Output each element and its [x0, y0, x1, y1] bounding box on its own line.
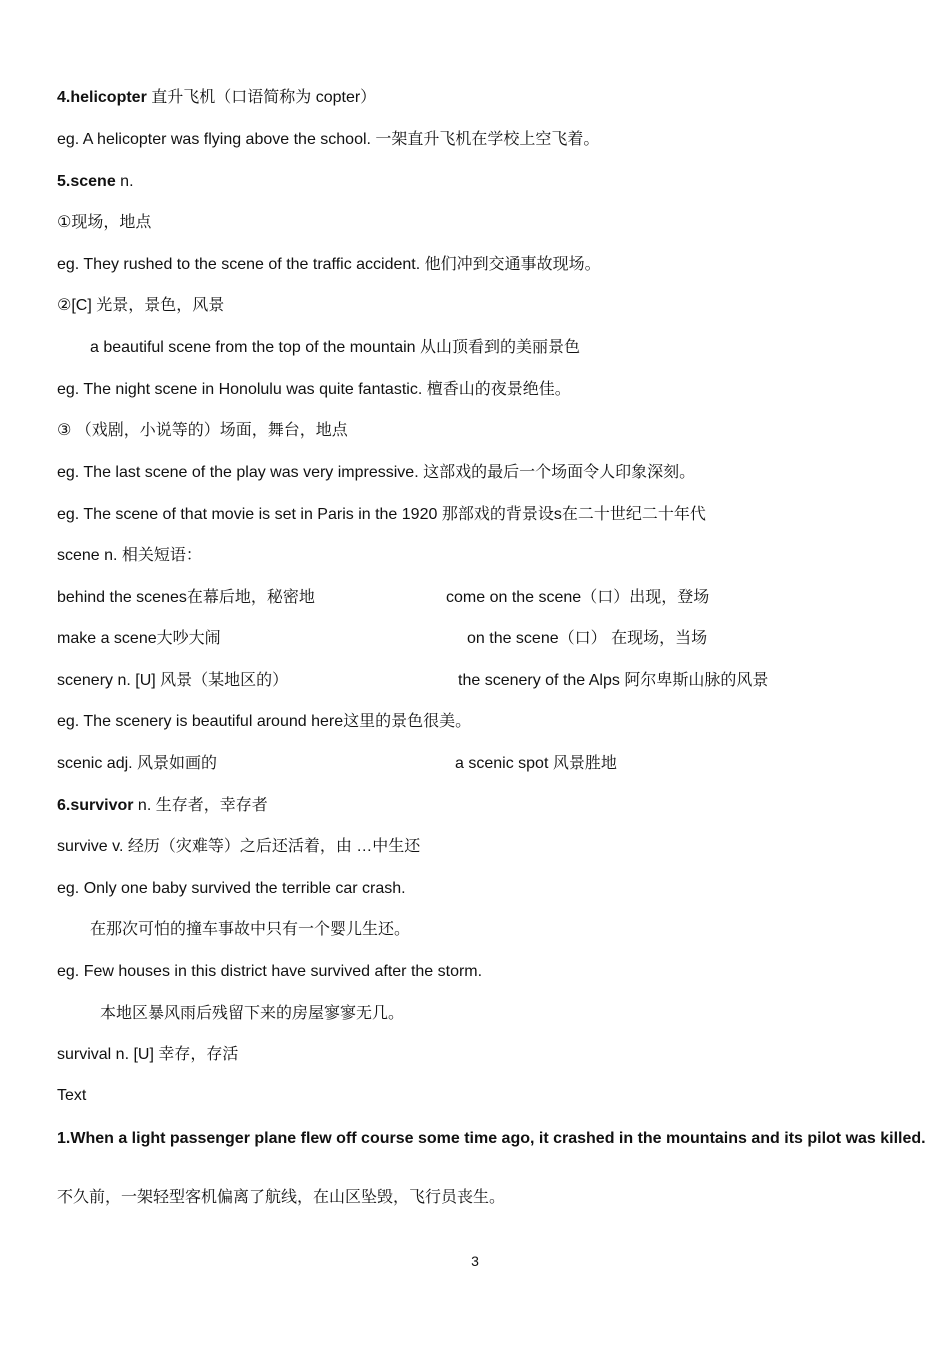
phrase-example: a beautiful scene from the top of the mountain 从山顶看到的美丽景色 — [90, 339, 580, 356]
vocab-headword: 6.survivor — [57, 797, 134, 814]
example-translation: 在那次可怕的撞车事故中只有一个婴儿生还。 — [90, 921, 411, 938]
phrase-right: a scenic spot 风景胜地 — [455, 755, 617, 772]
phrase-right: the scenery of the Alps 阿尔卑斯山脉的风景 — [458, 672, 769, 689]
section-heading-text: Text — [57, 1087, 87, 1104]
phrase-right: come on the scene（口）出现，登场 — [446, 589, 710, 606]
phrase-left: scenic adj. 风景如画的 — [57, 755, 218, 772]
page-number: 3 — [471, 1253, 479, 1269]
related-word: survival n. [U] 幸存，存活 — [57, 1046, 239, 1063]
vocab-headword: 4.helicopter — [57, 89, 147, 106]
sense-1: ①现场，地点 — [57, 214, 152, 231]
paragraph-translation: 不久前，一架轻型客机偏离了航线，在山区坠毁，飞行员丧生。 — [57, 1189, 506, 1206]
example-sentence: eg. They rushed to the scene of the traffic accident. 他们冲到交通事故现场。 — [57, 256, 601, 273]
example-sentence: eg. Few houses in this district have survived after the storm. — [57, 963, 483, 980]
phrases-heading: scene n. 相关短语： — [57, 547, 202, 564]
vocab-entry-survivor — [57, 796, 268, 816]
example-sentence: eg. The night scene in Honolulu was quite fantastic. 檀香山的夜景绝佳。 — [57, 381, 571, 398]
phrase-right: on the scene（口） 在现场，当场 — [467, 630, 708, 647]
vocab-entry-helicopter — [57, 88, 376, 108]
vocab-headword: 5.scene — [57, 173, 116, 190]
example-sentence: eg. The last scene of the play was very impressive. 这部戏的最后一个场面令人印象深刻。 — [57, 464, 696, 481]
part-of-speech: n. — [115, 173, 134, 190]
phrase-left: scenery n. [U] 风景（某地区的） — [57, 672, 289, 689]
sense-2: ②[C] 光景，景色，风景 — [57, 297, 225, 314]
sense-3: ③ （戏剧，小说等的）场面，舞台，地点 — [57, 422, 348, 439]
related-word: survive v. 经历（灾难等）之后还活着，由 …中生还 — [57, 838, 421, 855]
example-translation: 本地区暴风雨后残留下来的房屋寥寥无几。 — [100, 1005, 405, 1022]
vocab-definition: 直升飞机（口语简称为 copter） — [146, 89, 377, 106]
example-sentence: eg. The scenery is beautiful around here这里的景色很美。 — [57, 713, 472, 730]
example-sentence: eg. Only one baby survived the terrible car crash. — [57, 880, 406, 897]
vocab-definition: n. 生存者，幸存者 — [133, 797, 268, 814]
text-paragraph: 1.When a light passenger plane flew off course some time ago, it crashed in the mountains and its pilot was killed. — [57, 1130, 926, 1147]
example-sentence: eg. A helicopter was flying above the school. 一架直升飞机在学校上空飞着。 — [57, 131, 600, 148]
phrase-left: make a scene大吵大闹 — [57, 630, 221, 647]
example-sentence: eg. The scene of that movie is set in Paris in the 1920 那部戏的背景设s在二十世纪二十年代 — [57, 506, 706, 523]
phrase-left: behind the scenes在幕后地，秘密地 — [57, 589, 315, 606]
vocab-entry-scene — [57, 172, 134, 192]
